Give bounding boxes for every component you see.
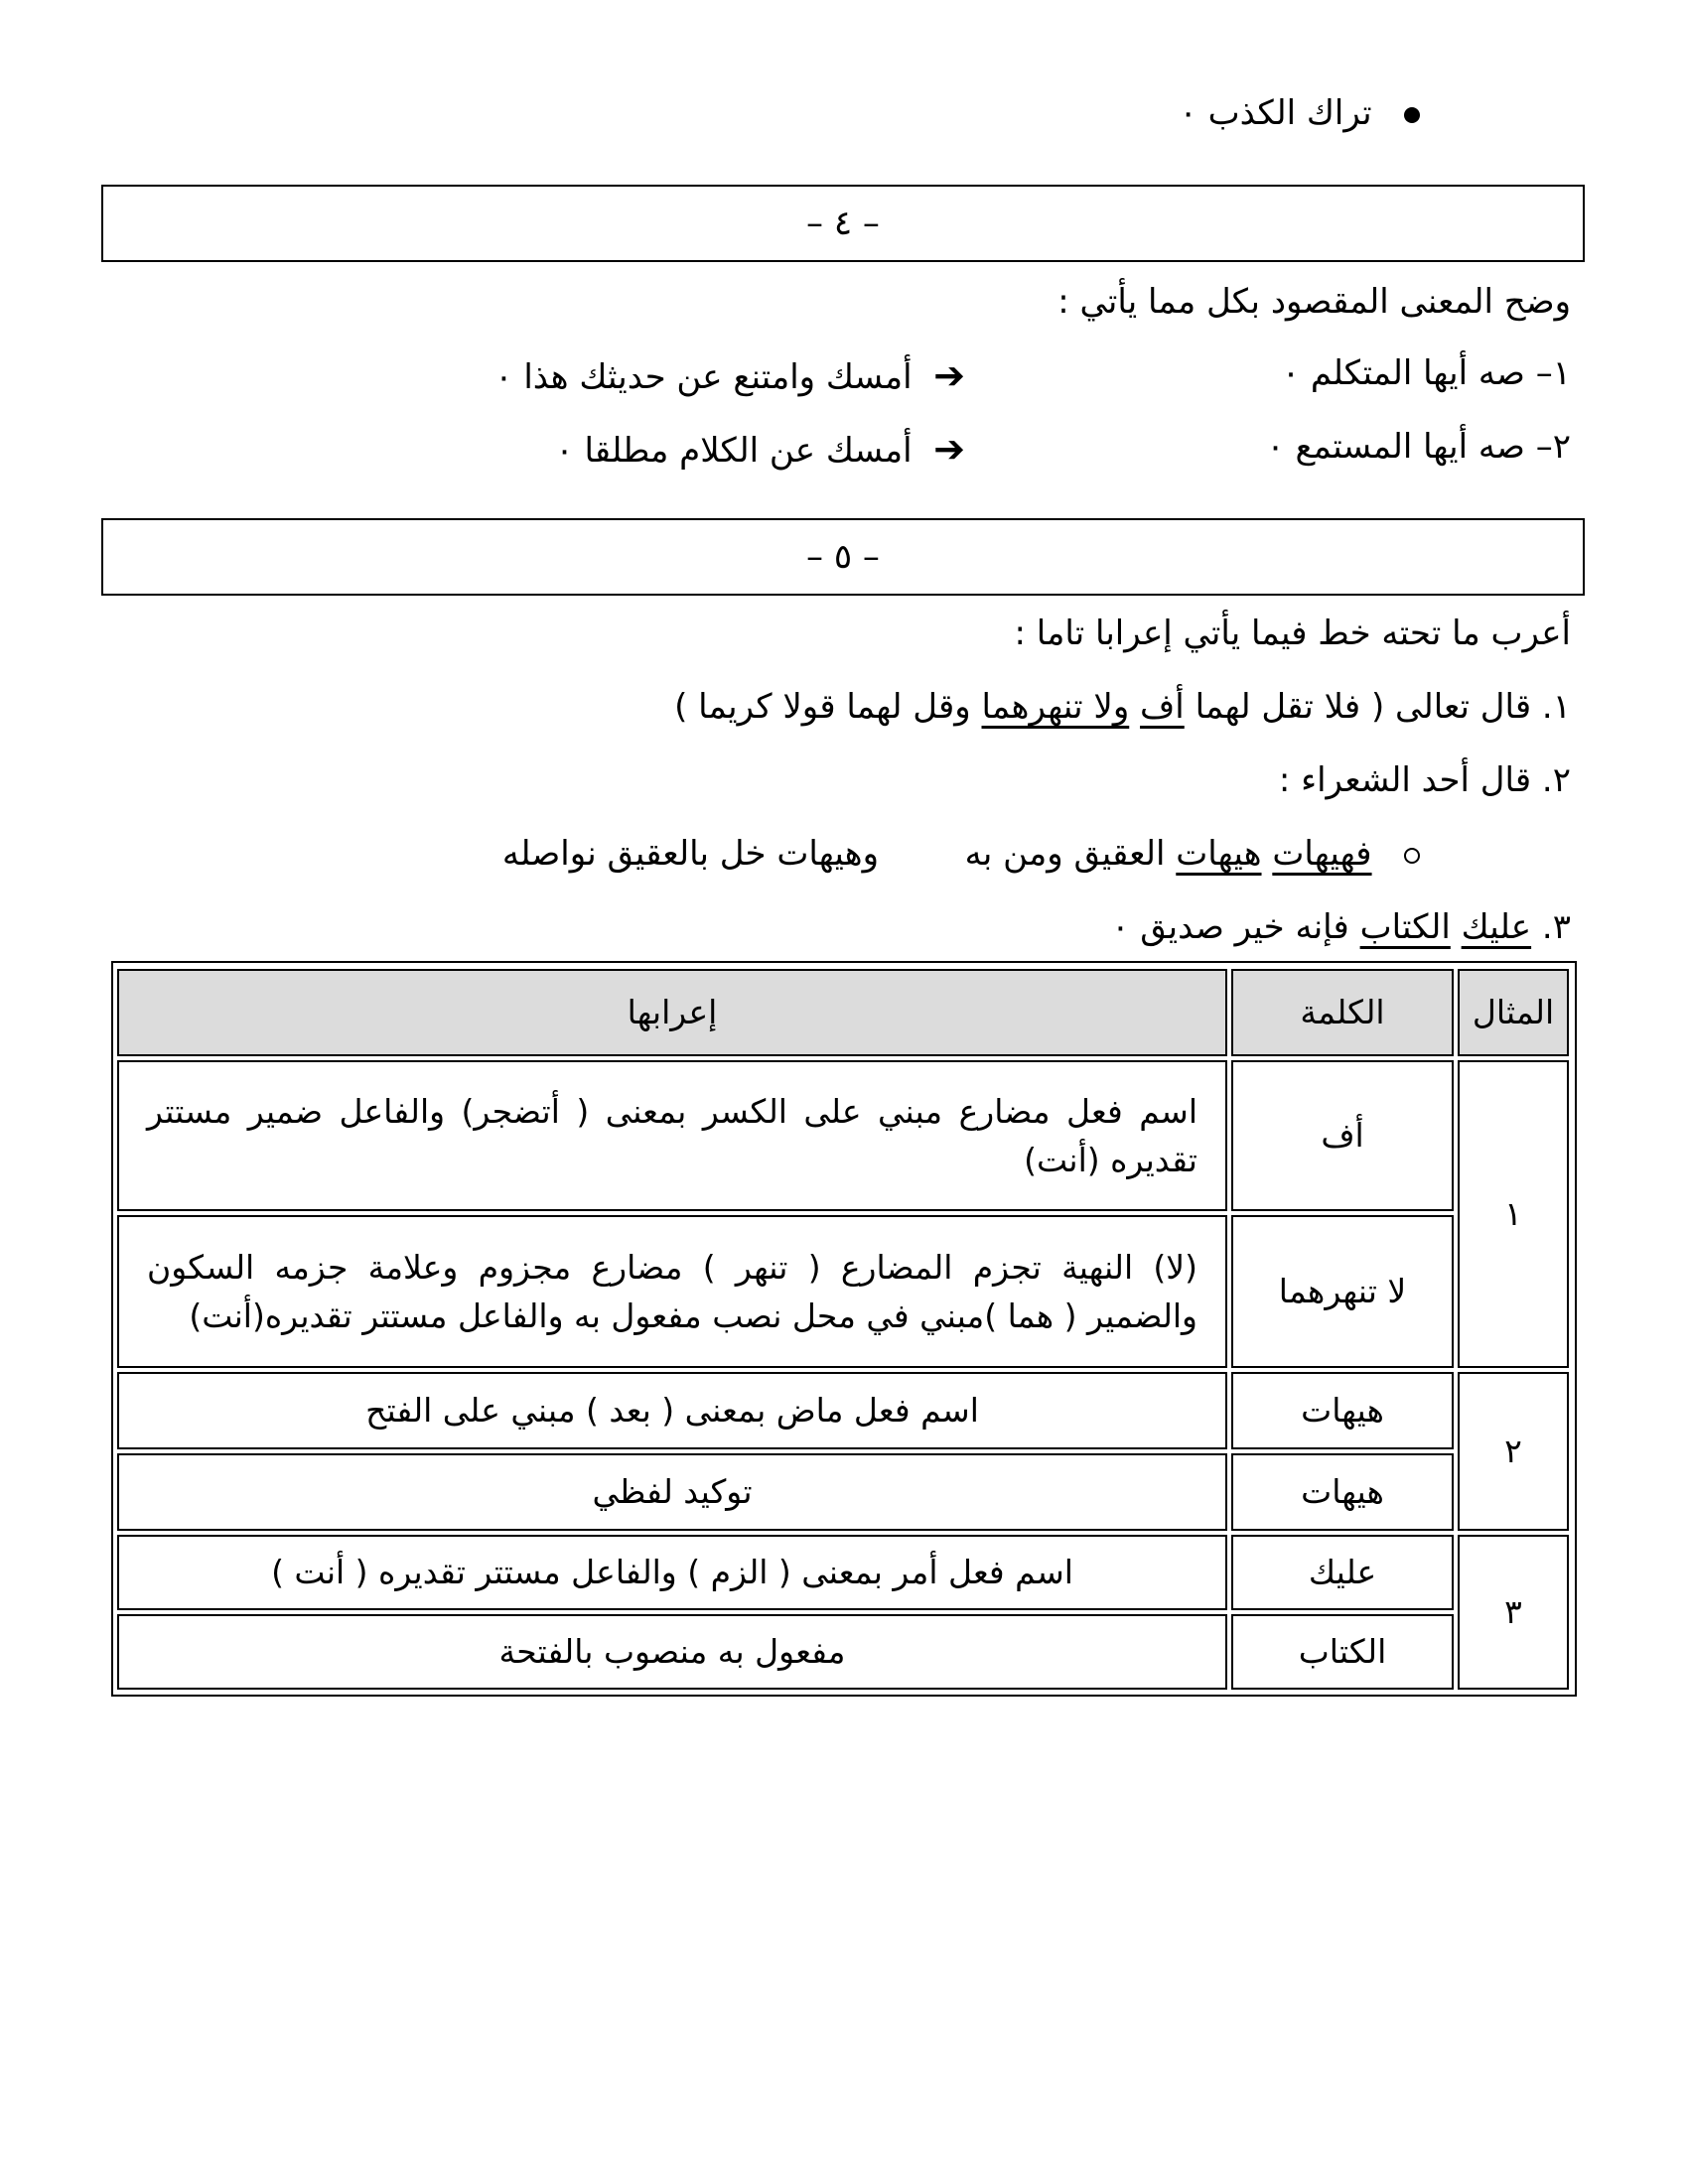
example-3 xyxy=(1111,907,1571,947)
verse-underlined-word-2: هيهات xyxy=(1176,834,1262,874)
arrow-right-icon: ➔ xyxy=(933,353,965,397)
verse-second-hemistich: وهيهات خل بالعقيق نواصله xyxy=(501,834,879,874)
word-cell: لا تنهرهما xyxy=(1231,1215,1454,1368)
header-word: الكلمة xyxy=(1231,969,1454,1056)
verse-first-hemistich xyxy=(965,834,1420,874)
example-2 xyxy=(1279,760,1571,800)
verse-underlined-word-1: فهيهات xyxy=(1272,834,1372,874)
parsing-cell: مفعول به منصوب بالفتحة xyxy=(117,1614,1227,1690)
example-3-number: ٣. xyxy=(1541,907,1571,947)
example-2-text: قال أحد الشعراء : xyxy=(1278,760,1532,800)
meaning-2: أمسك عن الكلام مطلقا ٠ xyxy=(555,431,913,471)
parsing-text: (لا) النهية تجزم المضارع ( تنهر ) مضارع مجزوم وعلامة جزمه السكون والضمير ( هما )مبني في محل نصب مفعول به والفاعل مستتر تقديره(أنت) xyxy=(147,1247,1197,1335)
parsing-cell xyxy=(117,1215,1227,1368)
parsing-cell xyxy=(117,1060,1227,1211)
section-5-header xyxy=(101,518,1585,596)
section-4-label: – ٤ – xyxy=(806,204,880,243)
example-1-underlined-word-1: أف xyxy=(1140,687,1185,727)
example-number-cell: ٢ xyxy=(1458,1372,1569,1531)
example-3-text-end: فإنه خير صديق ٠ xyxy=(1111,907,1349,947)
parsing-text: اسم فعل مضارع مبني على الكسر بمعنى ( أتضجر) والفاعل ضمير مستتر تقديره (أنت) xyxy=(147,1091,1197,1179)
meaning-1: أمسك وامتنع عن حديثك هذا ٠ xyxy=(494,357,913,397)
example-3-underlined-word-1: عليك xyxy=(1461,907,1532,947)
example-1-text-end: وقل لهما قولا كريما ) xyxy=(674,687,971,727)
example-1 xyxy=(674,687,1571,727)
word-cell: هيهات xyxy=(1231,1453,1454,1531)
bullet-text: تراك الكذب ٠ xyxy=(1179,93,1372,133)
circle-bullet-icon xyxy=(1404,848,1420,864)
term-1: ١– صه أيها المتكلم ٠ xyxy=(1281,353,1571,393)
parsing-cell: توكيد لفظي xyxy=(117,1453,1227,1531)
example-1-text-start: قال تعالى ( فلا تقل لهما xyxy=(1195,687,1532,727)
example-number-cell: ١ xyxy=(1458,1060,1569,1368)
section-5-question: أعرب ما تحته خط فيما يأتي إعرابا تاما : xyxy=(1014,614,1571,653)
header-parsing: إعرابها xyxy=(117,969,1227,1056)
word-cell: عليك xyxy=(1231,1535,1454,1610)
section-4-question: وضح المعنى المقصود بكل مما يأتي : xyxy=(1057,282,1571,322)
word-cell: أف xyxy=(1231,1060,1454,1211)
meaning-line-2 xyxy=(555,427,965,471)
example-1-underlined-word-2: ولا تنهرهما xyxy=(981,687,1130,727)
header-example: المثال xyxy=(1458,969,1569,1056)
word-cell: هيهات xyxy=(1231,1372,1454,1449)
bullet-icon xyxy=(1404,107,1420,123)
section-5-label: – ٥ – xyxy=(806,537,880,577)
example-number-cell: ٣ xyxy=(1458,1535,1569,1690)
parsing-cell: اسم فعل ماض بمعنى ( بعد ) مبني على الفتح xyxy=(117,1372,1227,1449)
meaning-line-1 xyxy=(494,353,965,397)
section-4-header xyxy=(101,185,1585,262)
term-2: ٢– صه أيها المستمع ٠ xyxy=(1266,427,1571,467)
example-3-underlined-word-2: الكتاب xyxy=(1359,907,1451,947)
verse-first-hemistich-rest: العقيق ومن به xyxy=(964,834,1166,874)
word-cell: الكتاب xyxy=(1231,1614,1454,1690)
example-1-number: ١. xyxy=(1541,687,1571,727)
arrow-right-icon: ➔ xyxy=(933,427,965,471)
bullet-item xyxy=(1180,93,1420,133)
parsing-cell: اسم فعل أمر بمعنى ( الزم ) والفاعل مستتر تقديره ( أنت ) xyxy=(117,1535,1227,1610)
example-2-number: ٢. xyxy=(1541,760,1571,800)
